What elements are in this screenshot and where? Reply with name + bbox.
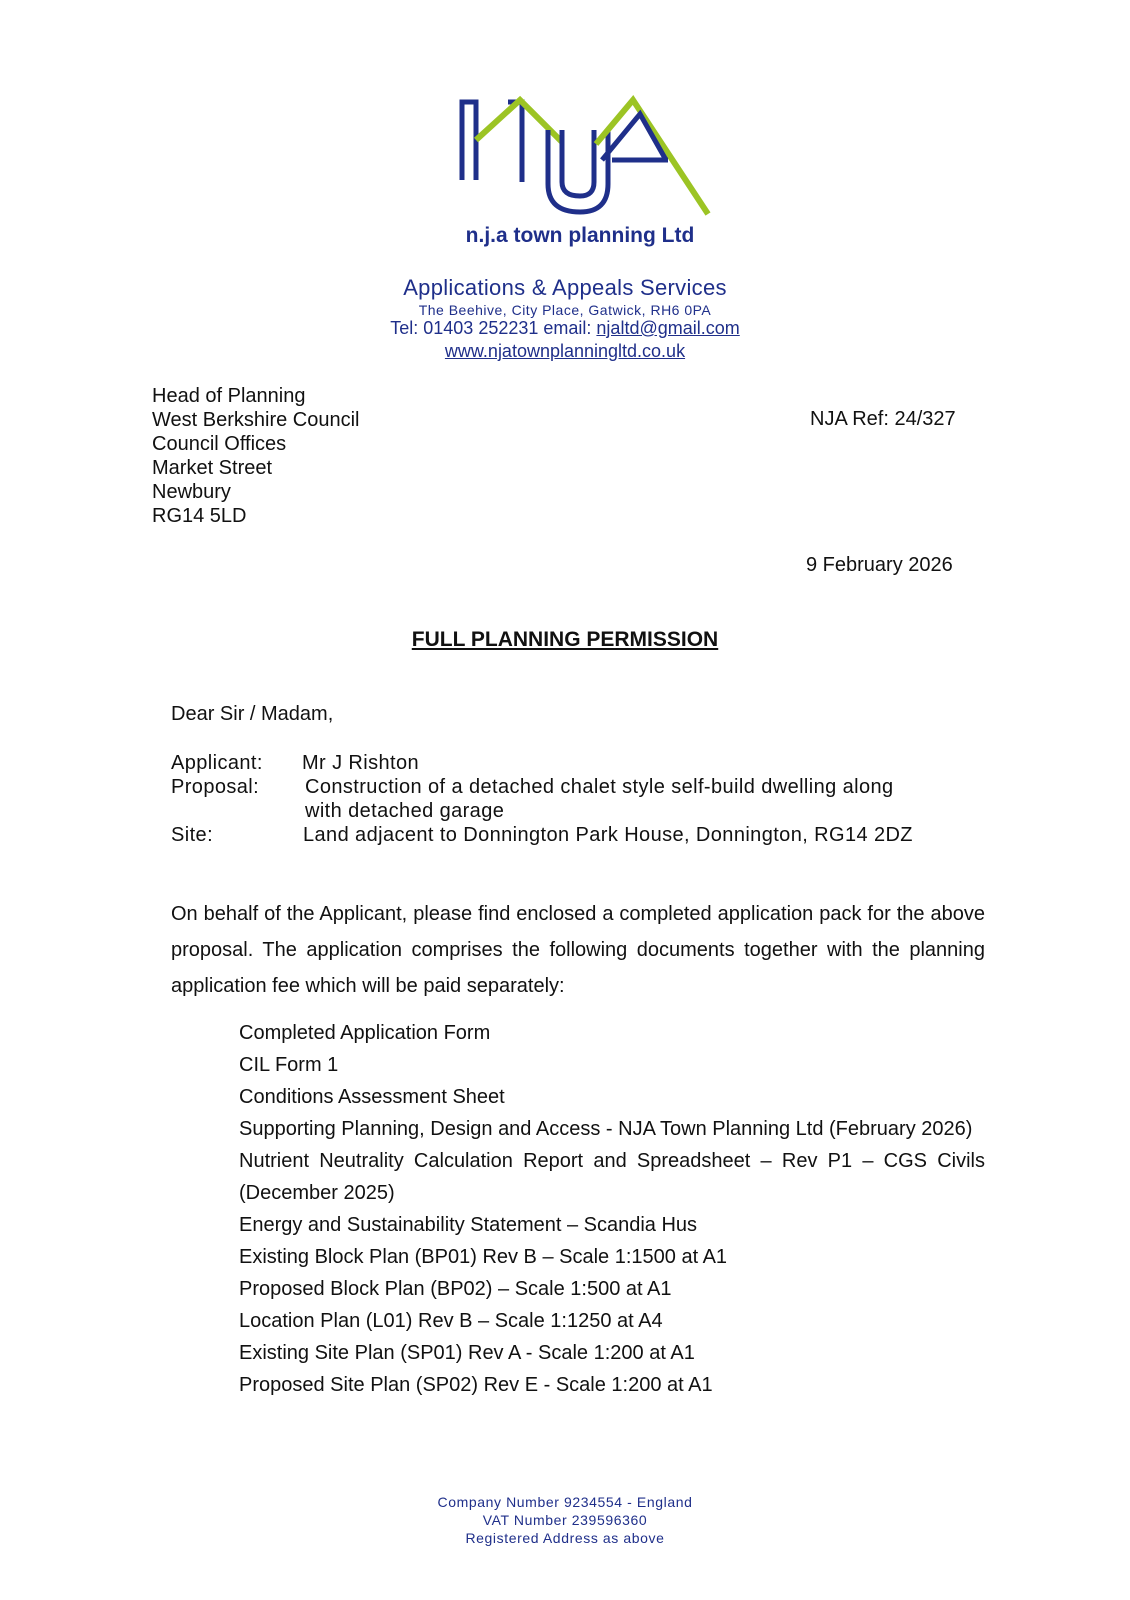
proposal-label: Proposal: bbox=[171, 776, 260, 798]
recipient-line: Head of Planning bbox=[152, 385, 306, 407]
company-address: The Beehive, City Place, Gatwick, RH6 0PA bbox=[418, 302, 712, 318]
service-heading: Applications & Appeals Services bbox=[403, 275, 727, 300]
list-item: Location Plan (L01) Rev B – Scale 1:1250 at A4 bbox=[239, 1310, 663, 1332]
contact-line bbox=[0, 318, 1130, 339]
letter-date: 9 February 2026 bbox=[806, 554, 953, 576]
recipient-line: Newbury bbox=[152, 481, 231, 503]
applicant-label: Applicant: bbox=[171, 752, 263, 774]
list-item: Completed Application Form bbox=[239, 1022, 491, 1044]
proposal-value-line2: with detached garage bbox=[305, 800, 505, 822]
footer-vat-number: VAT Number 239596360 bbox=[482, 1512, 648, 1528]
recipient-address bbox=[152, 384, 359, 528]
footer-registered-address: Registered Address as above bbox=[465, 1530, 665, 1546]
list-item: CIL Form 1 bbox=[239, 1054, 339, 1076]
body-paragraph: On behalf of the Applicant, please find enclosed a completed application pack for the above proposal. The application comprises the following documents together with the planning application fee which will be paid separately: bbox=[171, 903, 985, 997]
logo-wordmark: n.j.a town planning Ltd bbox=[465, 224, 695, 247]
email-link[interactable]: njaltd@gmail.com bbox=[596, 318, 740, 338]
website-link[interactable]: www.njatownplanningltd.co.uk bbox=[444, 341, 686, 361]
recipient-line: Council Offices bbox=[152, 433, 287, 455]
list-item: Existing Site Plan (SP01) Rev A - Scale 1:200 at A1 bbox=[239, 1342, 695, 1364]
recipient-line: West Berkshire Council bbox=[152, 409, 360, 431]
list-item: Supporting Planning, Design and Access - NJA Town Planning Ltd (February 2026) bbox=[239, 1118, 973, 1140]
company-logo bbox=[430, 72, 730, 262]
proposal-value-line1: Construction of a detached chalet style self-build dwelling along bbox=[305, 776, 894, 798]
site-value: Land adjacent to Donnington Park House, Donnington, RG14 2DZ bbox=[303, 824, 913, 846]
greeting: Dear Sir / Madam, bbox=[171, 703, 334, 725]
recipient-line: RG14 5LD bbox=[152, 505, 247, 527]
site-label: Site: bbox=[171, 824, 214, 846]
list-item: Nutrient Neutrality Calculation Report and Spreadsheet – Rev P1 – CGS Civils (December 2025) bbox=[239, 1150, 985, 1204]
letter-title: FULL PLANNING PERMISSION bbox=[411, 628, 719, 651]
list-item: Existing Block Plan (BP01) Rev B – Scale 1:1500 at A1 bbox=[239, 1246, 728, 1268]
document-list bbox=[239, 1017, 985, 1401]
telephone: Tel: 01403 252231 email: bbox=[390, 318, 592, 338]
nja-logo-mark bbox=[430, 72, 730, 262]
website-line bbox=[0, 341, 1130, 362]
reference-number: NJA Ref: 24/327 bbox=[810, 408, 956, 430]
applicant-value: Mr J Rishton bbox=[302, 752, 420, 774]
recipient-line: Market Street bbox=[152, 457, 273, 479]
list-item: Energy and Sustainability Statement – Scandia Hus bbox=[239, 1214, 698, 1236]
list-item: Proposed Site Plan (SP02) Rev E - Scale 1:200 at A1 bbox=[239, 1374, 713, 1396]
list-item: Proposed Block Plan (BP02) – Scale 1:500 at A1 bbox=[239, 1278, 672, 1300]
list-item: Conditions Assessment Sheet bbox=[239, 1086, 505, 1108]
footer-company-number: Company Number 9234554 - England bbox=[437, 1494, 693, 1510]
